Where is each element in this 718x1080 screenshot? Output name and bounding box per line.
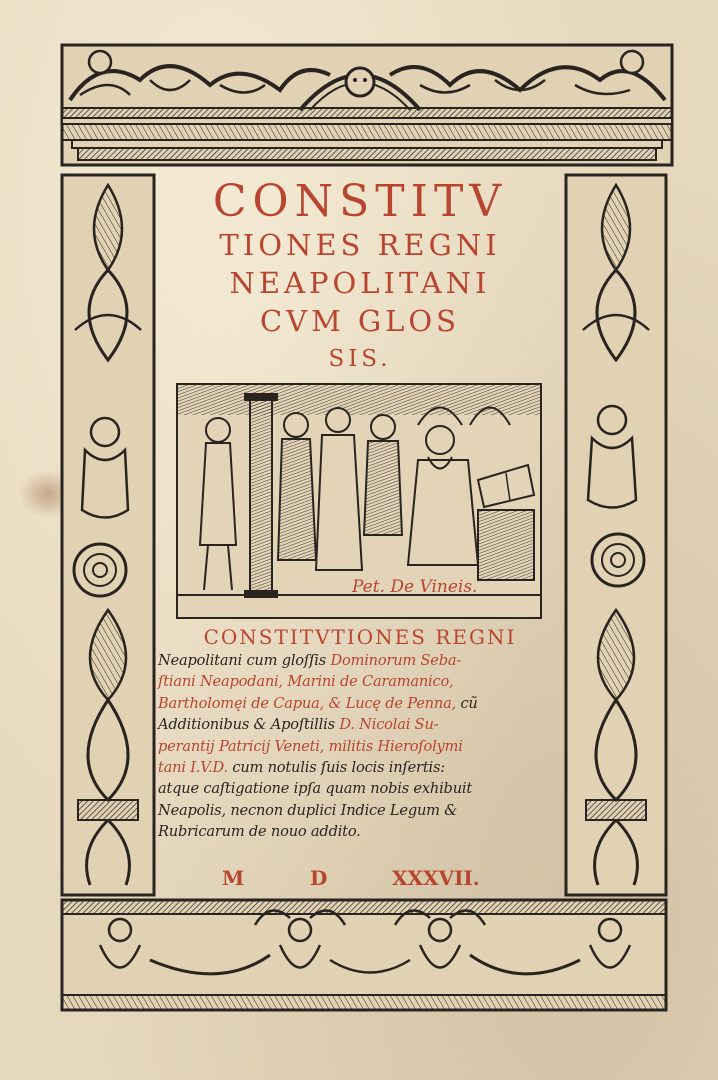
title-line-5: SIS. <box>328 346 392 372</box>
text-line <box>158 714 563 735</box>
title-line-3: NEAPOLITANI <box>229 266 491 300</box>
date-d: D <box>310 866 328 890</box>
text-line: ſtiani Neapodani, Marini de Caramanico, <box>158 673 454 691</box>
date-year: XXXVII. <box>392 866 480 890</box>
title-line-1: CONSTITV <box>212 176 508 227</box>
text-segment-red: Bartholomęi de Capua, & Lucę de Penna, <box>158 694 457 712</box>
subtitle: CONSTITVTIONES REGNI <box>203 625 517 649</box>
text-line <box>158 650 563 671</box>
text-line: Neapolis, necnon duplici Indice Legum & <box>158 801 458 819</box>
top-frieze <box>62 45 672 165</box>
text-line <box>158 693 563 714</box>
text-segment-red: Dominorum Seba- <box>330 652 462 669</box>
title-line-2: TIONES REGNI <box>219 228 501 262</box>
title-line-4: CVM GLOS <box>259 304 461 338</box>
bottom-frieze <box>62 900 666 1010</box>
right-column-ornament <box>566 175 666 895</box>
text-segment: cũ <box>456 694 478 712</box>
imprint-text <box>158 650 563 843</box>
text-line <box>158 757 563 778</box>
woodcut-caption: Pet. De Vineis. <box>352 577 478 597</box>
date-m: M <box>222 866 245 890</box>
text-segment: Neapolitani cum gloſſis <box>158 652 331 669</box>
text-line: atque caſtigatione ipſa quam nobis exhibuit <box>158 780 473 798</box>
text-line: Rubricarum de nouo addito. <box>158 823 361 841</box>
text-segment-red: D. Nicolai Su- <box>339 716 439 734</box>
text-line: perantij Patricij Veneti, militis Hieroſolymi <box>158 737 463 755</box>
left-column-ornament <box>62 175 154 895</box>
text-segment: cum notulis ſuis locis inſertis: <box>227 759 445 777</box>
text-segment: Additionibus & Apoſtillis <box>158 716 340 734</box>
text-segment-red: tani I.V.D. <box>158 759 228 777</box>
book-title <box>160 178 560 378</box>
